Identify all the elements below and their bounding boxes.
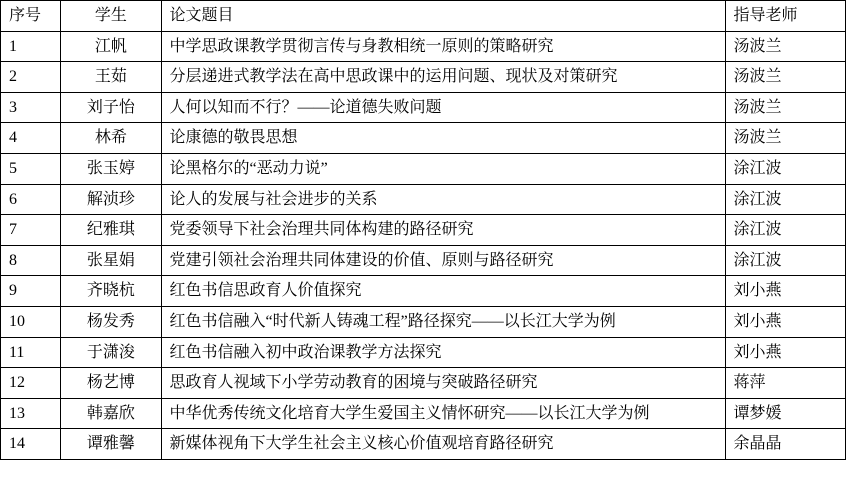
cell-index: 13 bbox=[1, 398, 61, 429]
cell-index: 14 bbox=[1, 429, 61, 460]
cell-advisor: 谭梦媛 bbox=[725, 398, 845, 429]
cell-student: 张星娟 bbox=[61, 245, 161, 276]
cell-index: 8 bbox=[1, 245, 61, 276]
cell-advisor: 汤波兰 bbox=[725, 31, 845, 62]
table-row bbox=[1, 245, 846, 276]
cell-index: 6 bbox=[1, 184, 61, 215]
cell-advisor: 涂江波 bbox=[725, 184, 845, 215]
cell-advisor: 蒋萍 bbox=[725, 368, 845, 399]
cell-index: 2 bbox=[1, 62, 61, 93]
cell-student: 江帆 bbox=[61, 31, 161, 62]
table-row bbox=[1, 123, 846, 154]
cell-title: 论黑格尔的“恶动力说” bbox=[161, 153, 725, 184]
table-row bbox=[1, 306, 846, 337]
cell-advisor: 余晶晶 bbox=[725, 429, 845, 460]
cell-student: 林希 bbox=[61, 123, 161, 154]
cell-student: 于潇浚 bbox=[61, 337, 161, 368]
cell-student: 谭雅馨 bbox=[61, 429, 161, 460]
cell-title: 论人的发展与社会进步的关系 bbox=[161, 184, 725, 215]
column-header-student: 学生 bbox=[61, 1, 161, 32]
cell-index: 12 bbox=[1, 368, 61, 399]
cell-advisor: 刘小燕 bbox=[725, 337, 845, 368]
cell-student: 韩嘉欣 bbox=[61, 398, 161, 429]
column-header-index: 序号 bbox=[1, 1, 61, 32]
cell-index: 7 bbox=[1, 215, 61, 246]
cell-advisor: 汤波兰 bbox=[725, 92, 845, 123]
cell-index: 11 bbox=[1, 337, 61, 368]
table-body bbox=[1, 31, 846, 459]
cell-advisor: 涂江波 bbox=[725, 245, 845, 276]
table-row bbox=[1, 31, 846, 62]
table-row bbox=[1, 368, 846, 399]
table-row bbox=[1, 92, 846, 123]
cell-title: 中华优秀传统文化培育大学生爱国主义情怀研究——以长江大学为例 bbox=[161, 398, 725, 429]
cell-advisor: 涂江波 bbox=[725, 215, 845, 246]
column-header-advisor: 指导老师 bbox=[725, 1, 845, 32]
table-header-row bbox=[1, 1, 846, 32]
cell-index: 10 bbox=[1, 306, 61, 337]
table-row bbox=[1, 337, 846, 368]
cell-title: 论康德的敬畏思想 bbox=[161, 123, 725, 154]
cell-student: 杨艺博 bbox=[61, 368, 161, 399]
cell-index: 4 bbox=[1, 123, 61, 154]
cell-title: 中学思政课教学贯彻言传与身教相统一原则的策略研究 bbox=[161, 31, 725, 62]
table-row bbox=[1, 184, 846, 215]
cell-student: 王茹 bbox=[61, 62, 161, 93]
cell-title: 红色书信融入初中政治课教学方法探究 bbox=[161, 337, 725, 368]
cell-advisor: 汤波兰 bbox=[725, 62, 845, 93]
table-row bbox=[1, 153, 846, 184]
cell-title: 党建引领社会治理共同体建设的价值、原则与路径研究 bbox=[161, 245, 725, 276]
cell-student: 杨发秀 bbox=[61, 306, 161, 337]
cell-index: 9 bbox=[1, 276, 61, 307]
cell-title: 新媒体视角下大学生社会主义核心价值观培育路径研究 bbox=[161, 429, 725, 460]
cell-index: 5 bbox=[1, 153, 61, 184]
cell-title: 分层递进式教学法在高中思政课中的运用问题、现状及对策研究 bbox=[161, 62, 725, 93]
cell-advisor: 刘小燕 bbox=[725, 276, 845, 307]
table-row bbox=[1, 62, 846, 93]
cell-student: 齐晓杭 bbox=[61, 276, 161, 307]
cell-student: 解浈珍 bbox=[61, 184, 161, 215]
table-row bbox=[1, 276, 846, 307]
table-row bbox=[1, 398, 846, 429]
cell-student: 张玉婷 bbox=[61, 153, 161, 184]
column-header-title: 论文题目 bbox=[161, 1, 725, 32]
table-row bbox=[1, 215, 846, 246]
cell-index: 3 bbox=[1, 92, 61, 123]
cell-title: 党委领导下社会治理共同体构建的路径研究 bbox=[161, 215, 725, 246]
cell-student: 纪雅琪 bbox=[61, 215, 161, 246]
cell-advisor: 涂江波 bbox=[725, 153, 845, 184]
cell-title: 人何以知而不行？——论道德失败问题 bbox=[161, 92, 725, 123]
cell-student: 刘子怡 bbox=[61, 92, 161, 123]
cell-title: 红色书信思政育人价值探究 bbox=[161, 276, 725, 307]
cell-advisor: 汤波兰 bbox=[725, 123, 845, 154]
cell-index: 1 bbox=[1, 31, 61, 62]
cell-advisor: 刘小燕 bbox=[725, 306, 845, 337]
table-row bbox=[1, 429, 846, 460]
cell-title: 思政育人视域下小学劳动教育的困境与突破路径研究 bbox=[161, 368, 725, 399]
cell-title: 红色书信融入“时代新人铸魂工程”路径探究——以长江大学为例 bbox=[161, 306, 725, 337]
